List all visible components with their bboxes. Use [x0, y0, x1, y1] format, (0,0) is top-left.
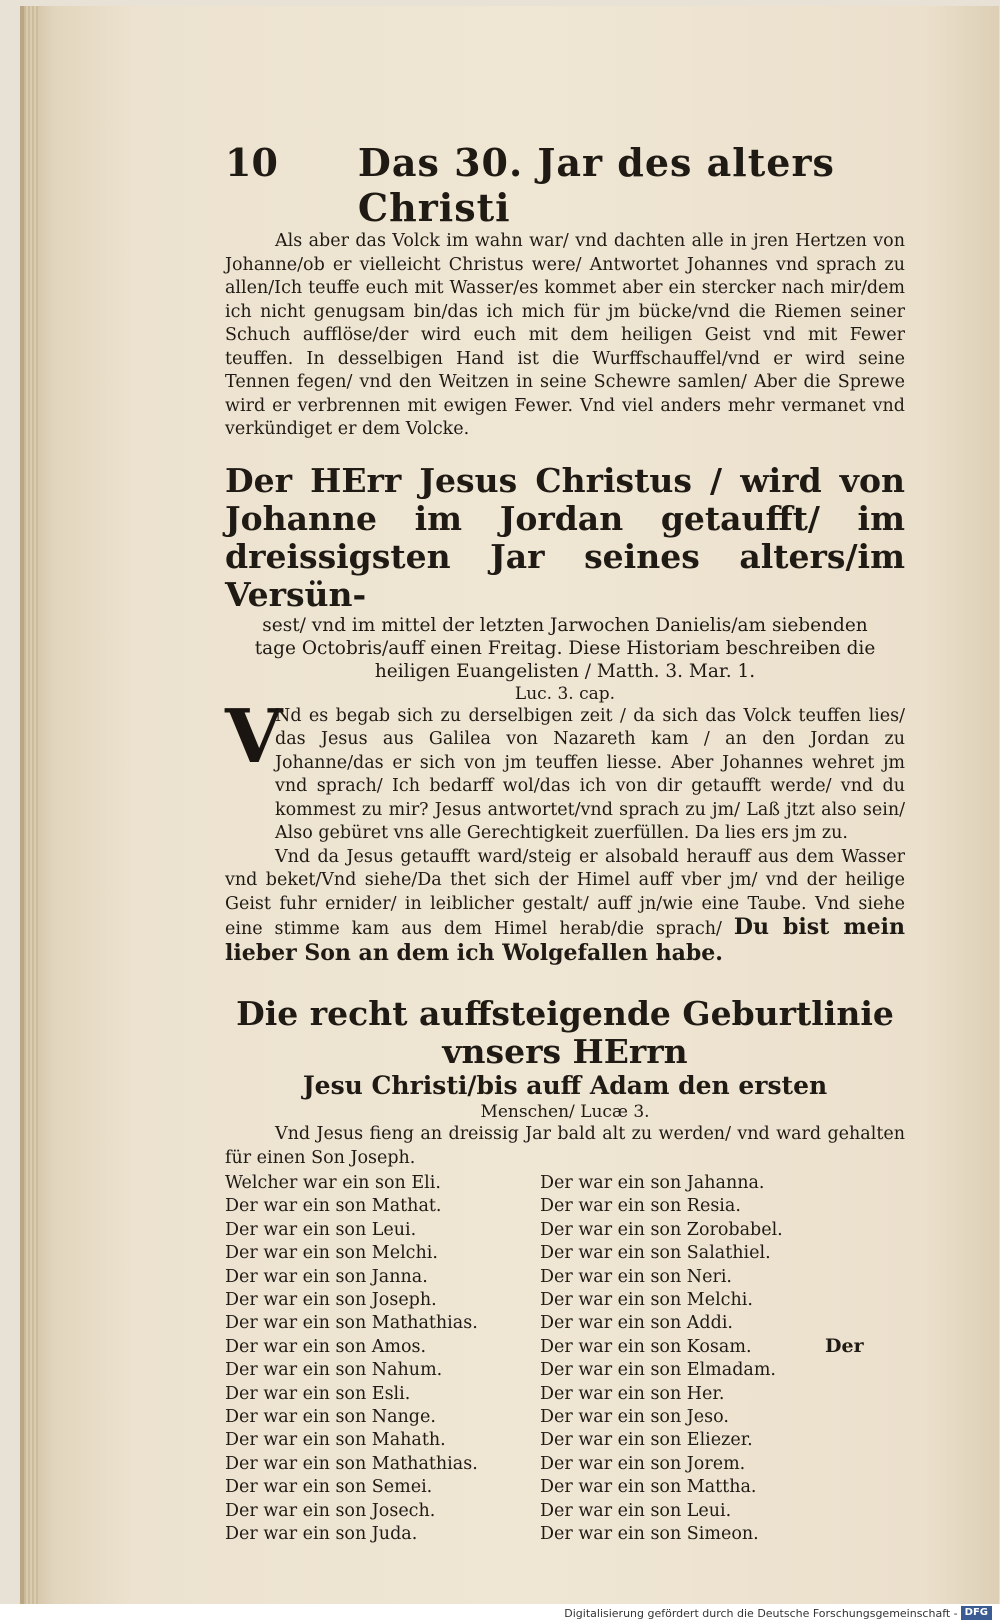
genealogy-entry: Der war ein son Jeso.	[540, 1407, 729, 1428]
genealogy-entry: Der war ein son Jorem.	[540, 1453, 746, 1474]
genealogy-entry: Der war ein son Leui.	[225, 1219, 417, 1240]
section-heading-genealogy: Die recht auffsteigende Geburtlinie vnsers HErrn	[236, 994, 894, 1071]
footer-text: Digitalisierung gefördert durch die Deutsche Forschungsgemeinschaft -	[564, 1606, 958, 1620]
genealogy-entry: Der war ein son Mahath.	[225, 1430, 446, 1451]
page-number: 10	[225, 140, 278, 185]
baptism-paragraph-2-text: Vnd da Jesus getaufft ward/steig er alsobald herauff aus dem Wasser vnd beket/Vnd siehe/Da thet sich der Himel auff vber jm/ vnd der heilige Geist fuhr ernider/ in leiblicher gestalt/ auff jn/wie eine Taube. Vnd siehe eine stimme kam aus dem Himel herab/die sprach/	[225, 846, 905, 939]
genealogy-entry: Der war ein son Neri.	[540, 1266, 732, 1287]
genealogy-entry: Der war ein son Joseph.	[225, 1290, 437, 1311]
genealogy-entry: Der war ein son Mattha.	[540, 1477, 757, 1498]
genealogy-entry: Der war ein son Mathathias.	[225, 1313, 478, 1334]
genealogy-entry: Der war ein son Mathat.	[225, 1196, 442, 1217]
dfg-logo: DFG	[961, 1606, 992, 1620]
genealogy-reference: Menschen/ Lucæ 3.	[480, 1102, 650, 1122]
genealogy-entry: Der war ein son Josech.	[225, 1500, 436, 1521]
genealogy-entry: Der war ein son Semei.	[225, 1477, 433, 1498]
page-content	[225, 140, 905, 1547]
genealogy-entry: Der war ein son Her.	[540, 1383, 725, 1404]
genealogy-entry: Der war ein son Kosam.	[540, 1336, 752, 1357]
genealogy-entry: Der war ein son Nange.	[225, 1407, 436, 1428]
genealogy-intro: Vnd Jesus fieng an dreissig Jar bald alt zu werden/ vnd ward gehalten für einen Son Joseph.	[225, 1124, 905, 1168]
intro-paragraph: Als aber das Volck im wahn war/ vnd dachten alle in jren Hertzen von Johanne/ob er vielleicht Christus were/ Antwortet Johannes vnd sprach zu allen/Ich teuffe euch mit Wasser/es kommet aber ein stercker nach mir/dem ich nicht genugsam bin/das ich mich für jm bücke/vnd die Riemen seiner Schuch aufflöse/der wird euch mit dem heiligen Geist vnd mit Fewer teuffen. In desselbigen Hand ist die Wurffschauffel/vnd er wird seine Tennen fegen/ vnd den Weitzen in seine Schewre samlen/ Aber die Sprewe wird er verbrennen mit ewigen Fewer. Vnd viel anders mehr vermanet vnd verkündiget er dem Volcke.	[225, 231, 905, 439]
genealogy-entry: Der war ein son Leui.	[540, 1500, 732, 1521]
genealogy-entry: Der war ein son Jahanna.	[540, 1173, 765, 1193]
genealogy-entry: Der war ein son Elmadam.	[540, 1360, 776, 1381]
genealogy-entry: Der war ein son Melchi.	[225, 1243, 438, 1264]
genealogy-list	[225, 1172, 905, 1547]
genealogy-entry: Der war ein son Addi.	[540, 1313, 733, 1334]
genealogy-entry: Der war ein son Eliezer.	[540, 1430, 753, 1451]
genealogy-entry: Der war ein son Melchi.	[540, 1290, 753, 1311]
drop-cap: V	[225, 693, 283, 780]
catchword: Der	[825, 1335, 864, 1357]
baptism-paragraph-1: Nd es begab sich zu derselbigen zeit / da sich das Volck teuffen lies/ das Jesus aus Galilea von Nazareth kam / an den Jordan zu Johanne/das er sich von jm teuffen liesse. Aber Johannes wehret jm vnd sprach/ Ich bedarff wol/das ich von dir getaufft werde/ vnd du kommest zu mir? Jesus antwortet/vnd sprach zu jm/ Laß jtzt also sein/ Also gebüret vns alle Gerechtigkeit zuerfüllen. Da lies ers jm zu.	[275, 705, 905, 843]
genealogy-entry: Der war ein son Nahum.	[225, 1360, 443, 1381]
running-head: Das 30. Jar des alters Christi	[357, 140, 835, 230]
page-edges	[24, 6, 38, 1604]
divine-voice-quote: Du bist mein lieber Son an dem ich Wolgefallen habe.	[225, 914, 905, 966]
digitization-footer	[0, 1604, 1000, 1622]
section-heading-baptism: Der HErr Jesus Christus / wird von Johanne im Jordan getaufft/ im dreissigsten Jar seines alters/im Versün-	[225, 460, 905, 614]
genealogy-entry: Der war ein son Janna.	[225, 1266, 428, 1287]
genealogy-entry: Der war ein son Salathiel.	[540, 1243, 771, 1264]
genealogy-entry: Der war ein son Zorobabel.	[540, 1219, 783, 1240]
genealogy-entry: Der war ein son Esli.	[225, 1383, 411, 1404]
genealogy-entry: Der war ein son Amos.	[225, 1336, 427, 1357]
page-header	[225, 140, 905, 230]
genealogy-right-column	[540, 1172, 885, 1547]
genealogy-left-column	[225, 1172, 540, 1547]
genealogy-entry: Der war ein son Mathathias.	[225, 1453, 478, 1474]
section-subheading-baptism: sest/ vnd im mittel der letzten Jarwochen Danielis/am siebenden tage Octobris/auff einen Freitag. Diese Historiam beschreiben die heiligen Euangelisten / Matth. 3. Mar. 1.	[254, 614, 876, 682]
scripture-reference: Luc. 3. cap.	[514, 683, 616, 704]
section-subheading-genealogy: Jesu Christi/bis auff Adam den ersten	[302, 1071, 828, 1100]
genealogy-entry: Der war ein son Juda.	[225, 1524, 418, 1545]
genealogy-entry: Der war ein son Simeon.	[540, 1524, 759, 1545]
genealogy-entry: Der war ein son Resia.	[540, 1196, 741, 1217]
baptism-paragraph-2	[225, 846, 905, 968]
genealogy-entry: Welcher war ein son Eli.	[225, 1173, 441, 1193]
